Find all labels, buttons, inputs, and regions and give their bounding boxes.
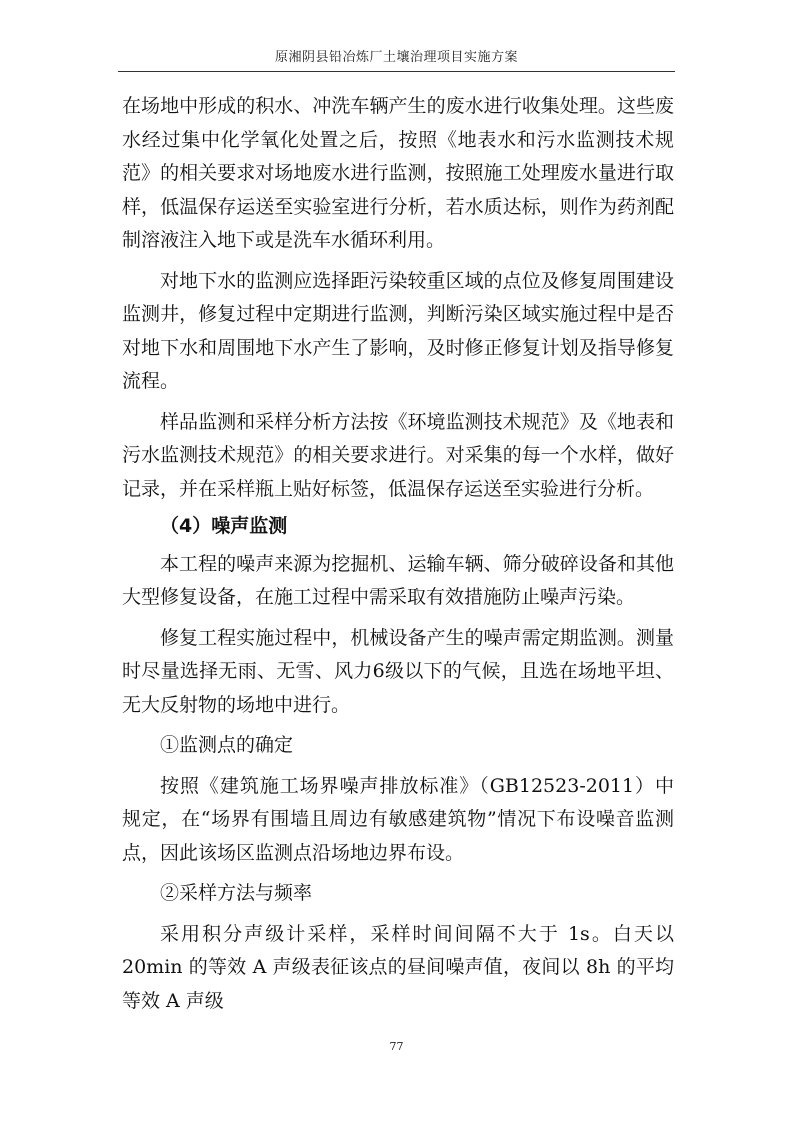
paragraph-1: 在场地中形成的积水、冲洗车辆产生的废水进行收集处理。这些废水经过集中化学氧化处置之后，按照《地表水和污水监测技术规范》的相关要求对场地废水进行监测，按照施工处理废水量进行取样，低温保存运送至实验室进行分析，若水质达标，则作为药剂配制溶液注入地下或是洗车水循环利用。 [122,95,674,251]
section-heading: （4）噪声监测 [160,515,288,537]
document-body [122,90,674,1030]
subheading-monitoring-points: ①监测点的确定 [160,734,294,756]
header-divider [118,71,675,72]
page-header [0,50,793,72]
paragraph-4: 本工程的噪声来源为挖掘机、运输车辆、筛分破碎设备和其他大型修复设备，在施工过程中需采取有效措施防止噪声污染。 [122,552,674,608]
page-number: 77 [389,1040,404,1053]
header-title: 原湘阴县铅冶炼厂土壤治理项目实施方案 [274,50,518,65]
paragraph-2: 对地下水的监测应选择距污染较重区域的点位及修复周围建设监测井，修复过程中定期进行监测，判断污染区域实施过程中是否对地下水和周围地下水产生了影响，及时修正修复计划及指导修复流程。 [122,269,674,392]
paragraph-5: 修复工程实施过程中，机械设备产生的噪声需定期监测。测量时尽量选择无雨、无雪、风力6级以下的气候，且选在场地平坦、无大反射物的场地中进行。 [122,626,674,716]
paragraph-7: 采用积分声级计采样，采样时间间隔不大于 1s。白天以 20min 的等效 A 声级表征该点的昼间噪声值，夜间以 8h 的平均等效 A 声级 [122,922,674,1012]
paragraph-6: 按照《建筑施工场界噪声排放标准》（GB12523-2011）中规定，在“场界有围墙且周边有敏感建筑物”情况下布设噪音监测点，因此该场区监测点沿场地边界布设。 [122,774,674,864]
subheading-sampling-method: ②采样方法与频率 [160,882,313,904]
paragraph-3: 样品监测和采样分析方法按《环境监测技术规范》及《地表和污水监测技术规范》的相关要求进行。对采集的每一个水样，做好记录，并在采样瓶上贴好标签，低温保存运送至实验进行分析。 [122,410,674,500]
